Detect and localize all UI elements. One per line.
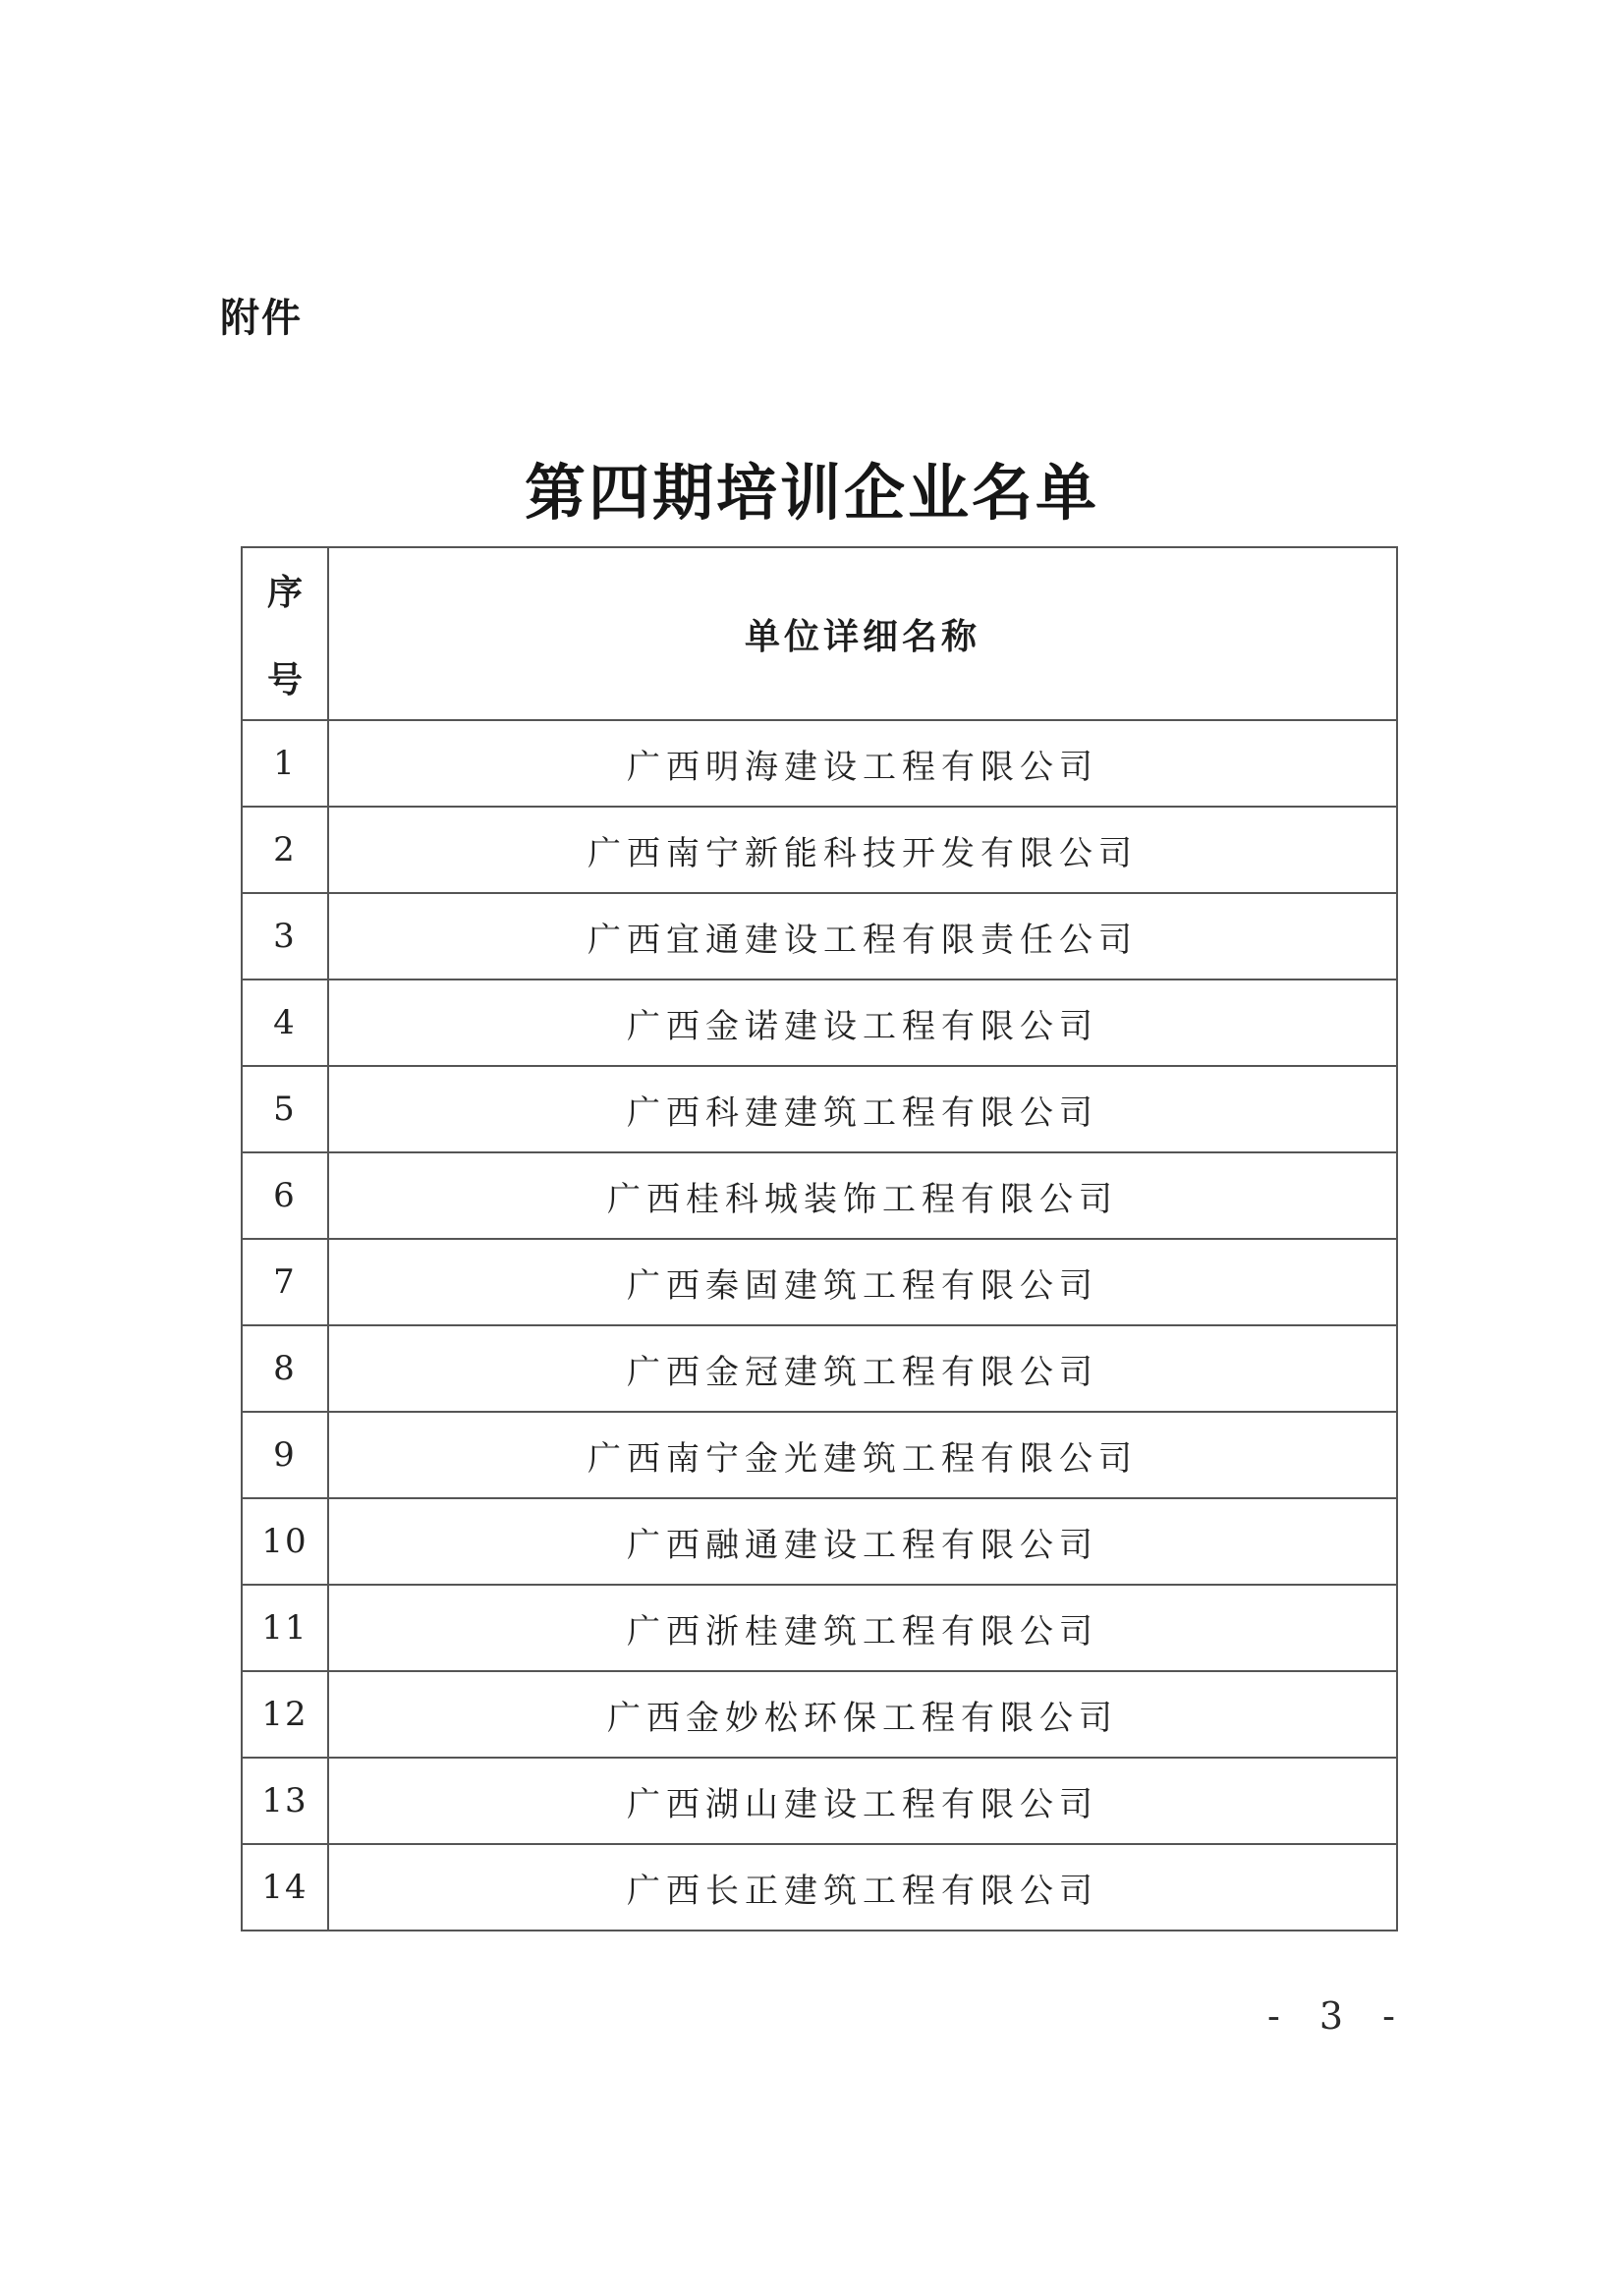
row-number: 3 [242,893,328,980]
attachment-label: 附件 [220,296,303,341]
table-header-row [242,547,1397,720]
table-row [242,1671,1397,1758]
company-name: 广西金冠建筑工程有限公司 [328,1325,1397,1412]
table-row [242,893,1397,980]
table-row [242,1844,1397,1931]
table-row [242,1585,1397,1671]
company-name: 广西浙桂建筑工程有限公司 [328,1585,1397,1671]
row-number: 13 [242,1758,328,1844]
company-name: 广西南宁新能科技开发有限公司 [328,807,1397,893]
row-number: 10 [242,1498,328,1585]
row-number: 11 [242,1585,328,1671]
company-name: 广西长正建筑工程有限公司 [328,1844,1397,1931]
row-number: 5 [242,1066,328,1152]
company-name: 广西宜通建设工程有限责任公司 [328,893,1397,980]
company-name: 广西湖山建设工程有限公司 [328,1758,1397,1844]
row-number: 8 [242,1325,328,1412]
company-name: 广西金诺建设工程有限公司 [328,980,1397,1066]
row-number: 9 [242,1412,328,1498]
page-title: 第四期培训企业名单 [524,457,1099,529]
company-name: 广西南宁金光建筑工程有限公司 [328,1412,1397,1498]
page-number: - 3 - [1267,1994,1410,2038]
header-company-name: 单位详细名称 [328,547,1397,720]
company-name: 广西金妙松环保工程有限公司 [328,1671,1397,1758]
company-name: 广西桂科城装饰工程有限公司 [328,1152,1397,1239]
table-row [242,980,1397,1066]
header-number-bottom: 号 [266,660,303,700]
row-number: 4 [242,980,328,1066]
row-number: 14 [242,1844,328,1931]
header-number-top: 序 [266,573,303,613]
table-row [242,807,1397,893]
table-row [242,1066,1397,1152]
company-name: 广西秦固建筑工程有限公司 [328,1239,1397,1325]
table-row [242,1325,1397,1412]
row-number: 7 [242,1239,328,1325]
row-number: 1 [242,720,328,807]
company-roster-table [241,546,1398,1931]
company-name: 广西明海建设工程有限公司 [328,720,1397,807]
row-number: 6 [242,1152,328,1239]
table-row [242,1498,1397,1585]
row-number: 2 [242,807,328,893]
table-row [242,1239,1397,1325]
table-row [242,1152,1397,1239]
company-name: 广西科建建筑工程有限公司 [328,1066,1397,1152]
table-row [242,1412,1397,1498]
header-number-cell [242,547,328,720]
row-number: 12 [242,1671,328,1758]
table-row [242,720,1397,807]
table-row [242,1758,1397,1844]
company-name: 广西融通建设工程有限公司 [328,1498,1397,1585]
